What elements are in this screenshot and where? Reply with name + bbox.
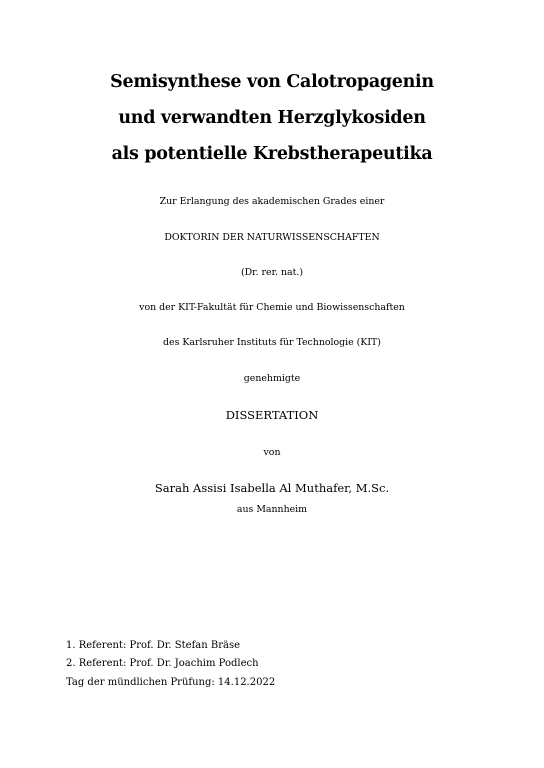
title-line-3: als potentielle Krebstherapeutika	[111, 144, 433, 164]
approval-note: genehmigte	[243, 373, 301, 384]
document-type: DISSERTATION	[225, 408, 319, 422]
oral-exam-date: Tag der mündlichen Prüfung: 14.12.2022	[66, 677, 276, 688]
title-line-1: Semisynthese von Calotropagenin	[110, 72, 434, 92]
dissertation-title	[0, 64, 544, 172]
degree-purpose: Zur Erlangung des akademischen Grades einer	[159, 196, 385, 207]
author-origin: aus Mannheim	[236, 504, 308, 515]
degree-abbreviation: (Dr. rer. nat.)	[240, 267, 304, 278]
degree-name: DOKTORIN DER NATURWISSENSCHAFTEN	[164, 232, 380, 243]
faculty: von der KIT-Fakultät für Chemie und Biowissenschaften	[139, 302, 405, 313]
second-referee: 2. Referent: Prof. Dr. Joachim Podlech	[66, 658, 259, 669]
institute: des Karlsruher Instituts für Technologie (KIT)	[163, 337, 381, 348]
by-label: von	[263, 447, 281, 458]
first-referee: 1. Referent: Prof. Dr. Stefan Bräse	[66, 640, 240, 651]
title-line-2: und verwandten Herzglykosiden	[118, 108, 426, 128]
author-name: Sarah Assisi Isabella Al Muthafer, M.Sc.	[154, 481, 390, 495]
